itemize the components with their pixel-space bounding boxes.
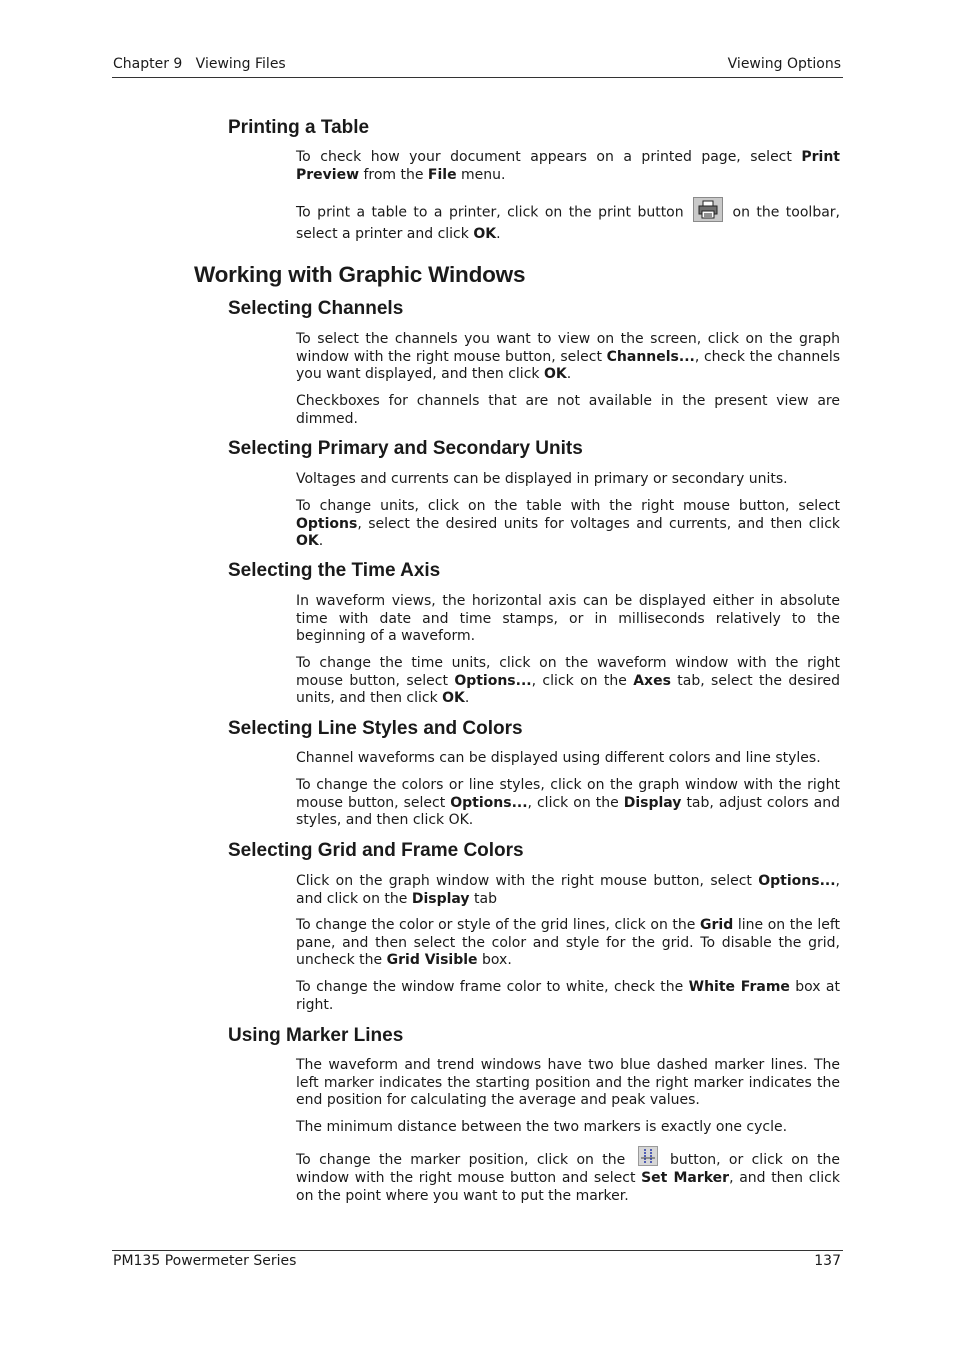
text: To change the marker position, click on the: [296, 1152, 626, 1168]
paragraph-print-preview: [296, 149, 840, 184]
paragraph-marker-distance: The minimum distance between the two markers is exactly one cycle.: [296, 1119, 788, 1135]
heading-marker-lines: Using Marker Lines: [228, 1025, 404, 1046]
ui-term: Print Preview: [296, 149, 840, 183]
ui-term: OK: [442, 690, 465, 707]
footer-rule: [112, 1250, 843, 1251]
heading-time-axis: Selecting the Time Axis: [228, 560, 441, 581]
paragraph-change-time: [296, 655, 840, 708]
text: To select the channels you want to view on the screen, click on the graph window with the right mouse button, select: [296, 331, 840, 365]
paragraph-change-units: [296, 498, 840, 551]
text: line on the left pane, and then select the color and style for the grid. To disable the grid, uncheck the: [296, 917, 840, 969]
paragraph-checkboxes: Checkboxes for channels that are not available in the present view are dimmed.: [296, 393, 840, 427]
ui-term: White Frame: [688, 979, 790, 995]
text: .: [566, 366, 572, 383]
text: tab: [469, 890, 497, 907]
text: button, or click on the window with the right mouse button and select: [296, 1152, 841, 1186]
marker-lines-icon[interactable]: [638, 1146, 658, 1166]
ui-term: Options...: [758, 873, 836, 889]
heading-graphic-windows: Working with Graphic Windows: [194, 262, 526, 287]
text: from the: [359, 166, 428, 183]
text: To check how your document appears on a printed page, select: [296, 149, 802, 165]
heading-selecting-channels: Selecting Channels: [228, 298, 404, 319]
text: box at right.: [296, 979, 840, 1013]
ui-term: Grid: [700, 917, 734, 933]
text: , select the desired units for voltages and currents, and then click: [357, 515, 840, 532]
ui-term: OK: [296, 533, 319, 550]
text: menu.: [456, 166, 506, 183]
header-chapter: Chapter 9 Viewing Files: [113, 56, 286, 72]
text: tab, adjust colors and styles, and then click OK.: [296, 794, 840, 829]
heading-line-styles: Selecting Line Styles and Colors: [228, 718, 523, 739]
footer-product: PM135 Powermeter Series: [113, 1253, 297, 1269]
text: .: [318, 533, 324, 550]
paragraph-units-intro: Voltages and currents can be displayed in primary or secondary units.: [296, 471, 788, 487]
ui-term: Options...: [450, 794, 528, 811]
ui-term: Set Marker: [641, 1170, 730, 1186]
text: box.: [477, 952, 512, 969]
text: tab, select the desired units, and then click: [296, 672, 840, 707]
text: on the toolbar, select a printer and click: [296, 204, 840, 242]
ui-term: Options: [296, 515, 358, 532]
heading-printing-table: Printing a Table: [228, 117, 370, 138]
text: To print a table to a printer, click on the print button: [296, 204, 684, 221]
paragraph-change-marker: [296, 1150, 840, 1205]
text: , check the channels you want displayed, and then click: [296, 348, 840, 383]
heading-primary-secondary: Selecting Primary and Secondary Units: [228, 438, 583, 459]
printer-icon[interactable]: [693, 197, 723, 222]
ui-term: Display: [623, 794, 682, 811]
page-number: 137: [814, 1253, 841, 1269]
paragraph-grid-lines: [296, 917, 840, 970]
text: , and click on the: [296, 873, 840, 907]
paragraph-marker-intro: The waveform and trend windows have two blue dashed marker lines. The left marker indicates the starting position and the right marker indicates the end position for calculating the average and peak values.: [296, 1057, 840, 1109]
ui-term: Grid Visible: [386, 952, 478, 969]
text: .: [496, 226, 501, 242]
text: To change the time units, click on the waveform window with the right mouse button, select: [296, 655, 840, 689]
text: To change the window frame color to white, check the: [296, 979, 689, 995]
ui-term: Display: [411, 890, 470, 907]
header-section: Viewing Options: [727, 56, 841, 72]
ui-term: OK: [473, 226, 497, 242]
paragraph-grid-intro: [296, 873, 840, 908]
ui-term: Options...: [454, 672, 532, 689]
text: To change units, click on the table with the right mouse button, select: [296, 498, 840, 514]
paragraph-change-colors: [296, 777, 840, 830]
text: Click on the graph window with the right mouse button, select: [296, 873, 759, 889]
paragraph-line-intro: Channel waveforms can be displayed using different colors and line styles.: [296, 750, 821, 766]
ui-term: File: [427, 166, 457, 183]
ui-term: Axes: [633, 672, 671, 689]
ui-term: OK: [543, 366, 567, 383]
header-rule: [112, 77, 843, 78]
text: , and then click on the point where you want to put the marker.: [296, 1170, 840, 1204]
heading-grid-frame: Selecting Grid and Frame Colors: [228, 840, 524, 861]
text: , click on the: [527, 794, 624, 811]
text: To change the color or style of the grid lines, click on the: [296, 917, 701, 933]
ui-term: Channels...: [606, 348, 695, 365]
paragraph-time-intro: In waveform views, the horizontal axis can be displayed either in absolute time with date and time stamps, or in milliseconds relatively to the beginning of a waveform.: [296, 593, 840, 645]
paragraph-frame-color: [296, 979, 840, 1014]
paragraph-channels: [296, 331, 840, 384]
text: .: [464, 690, 470, 707]
text: To change the colors or line styles, click on the graph window with the right mouse button, select: [296, 777, 840, 811]
text: , click on the: [531, 672, 634, 689]
paragraph-print-button: [296, 200, 840, 244]
